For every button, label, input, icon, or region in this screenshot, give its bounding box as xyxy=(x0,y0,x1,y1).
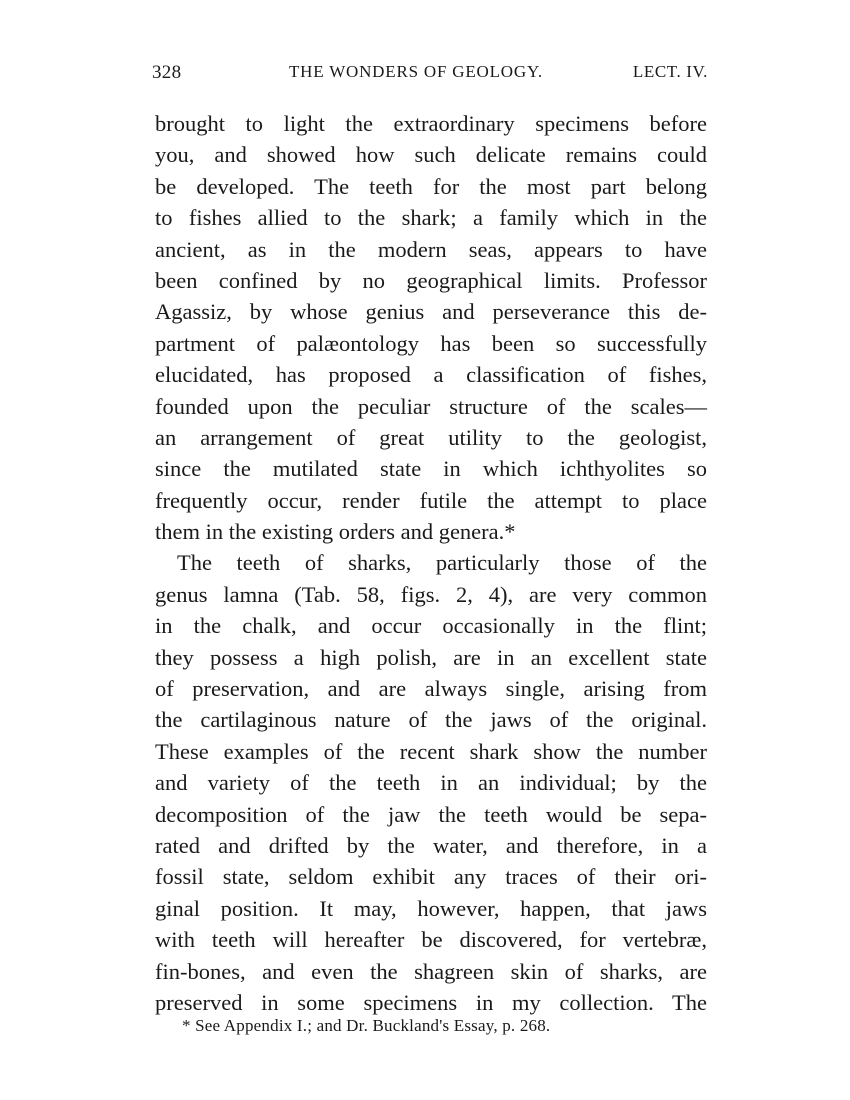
running-head xyxy=(152,62,708,88)
text-line: they possess a high polish, are in an excellent state xyxy=(155,644,707,670)
text-line: decomposition of the jaw the teeth would be sepa- xyxy=(155,801,707,827)
footnote: * See Appendix I.; and Dr. Buckland's Essay, p. 268. xyxy=(182,1016,551,1035)
text-line: fossil state, seldom exhibit any traces of their ori- xyxy=(155,864,707,890)
text-line: been confined by no geographical limits. Professor xyxy=(155,267,707,293)
text-line: founded upon the peculiar structure of the scales— xyxy=(155,393,707,419)
text-line: The teeth of sharks, particularly those of the xyxy=(177,550,707,576)
paragraph xyxy=(155,547,707,1018)
text-line: genus lamna (Tab. 58, figs. 2, 4), are very common xyxy=(155,581,707,607)
text-line: These examples of the recent shark show the number xyxy=(155,738,707,764)
text-line: ginal position. It may, however, happen, that jaws xyxy=(155,895,707,921)
text-line: partment of palæontology has been so successfully xyxy=(155,330,707,356)
text-line: since the mutilated state in which ichthyolites so xyxy=(155,456,707,482)
text-line: Agassiz, by whose genius and perseverance this de- xyxy=(155,299,707,325)
body-text xyxy=(155,108,707,1018)
text-line: frequently occur, render futile the attempt to place xyxy=(155,487,707,513)
text-line: and variety of the teeth in an individual; by the xyxy=(155,770,707,796)
running-section: LECT. IV. xyxy=(632,62,708,81)
text-line: an arrangement of great utility to the geologist, xyxy=(155,424,707,450)
text-line: them in the existing orders and genera.* xyxy=(155,519,516,545)
text-line: preserved in some specimens in my collection. The xyxy=(155,989,707,1015)
text-line: rated and drifted by the water, and therefore, in a xyxy=(155,832,707,858)
text-line: of preservation, and are always single, arising from xyxy=(155,676,707,702)
text-line: the cartilaginous nature of the jaws of the original. xyxy=(155,707,707,733)
text-line: you, and showed how such delicate remains could xyxy=(155,142,707,168)
running-title: THE WONDERS OF GEOLOGY. xyxy=(289,62,543,81)
text-line: brought to light the extraordinary specimens before xyxy=(155,111,707,136)
text-line: ancient, as in the modern seas, appears to have xyxy=(155,236,707,262)
text-line: to fishes allied to the shark; a family which in the xyxy=(155,205,707,231)
paragraph xyxy=(155,108,707,547)
page-number: 328 xyxy=(152,62,182,83)
text-line: in the chalk, and occur occasionally in the flint; xyxy=(155,613,707,639)
text-line: be developed. The teeth for the most part belong xyxy=(155,173,707,199)
text-line: with teeth will hereafter be discovered, for vertebræ, xyxy=(155,927,707,953)
text-line: fin-bones, and even the shagreen skin of sharks, are xyxy=(155,958,707,984)
text-line: elucidated, has proposed a classification of fishes, xyxy=(155,362,707,388)
